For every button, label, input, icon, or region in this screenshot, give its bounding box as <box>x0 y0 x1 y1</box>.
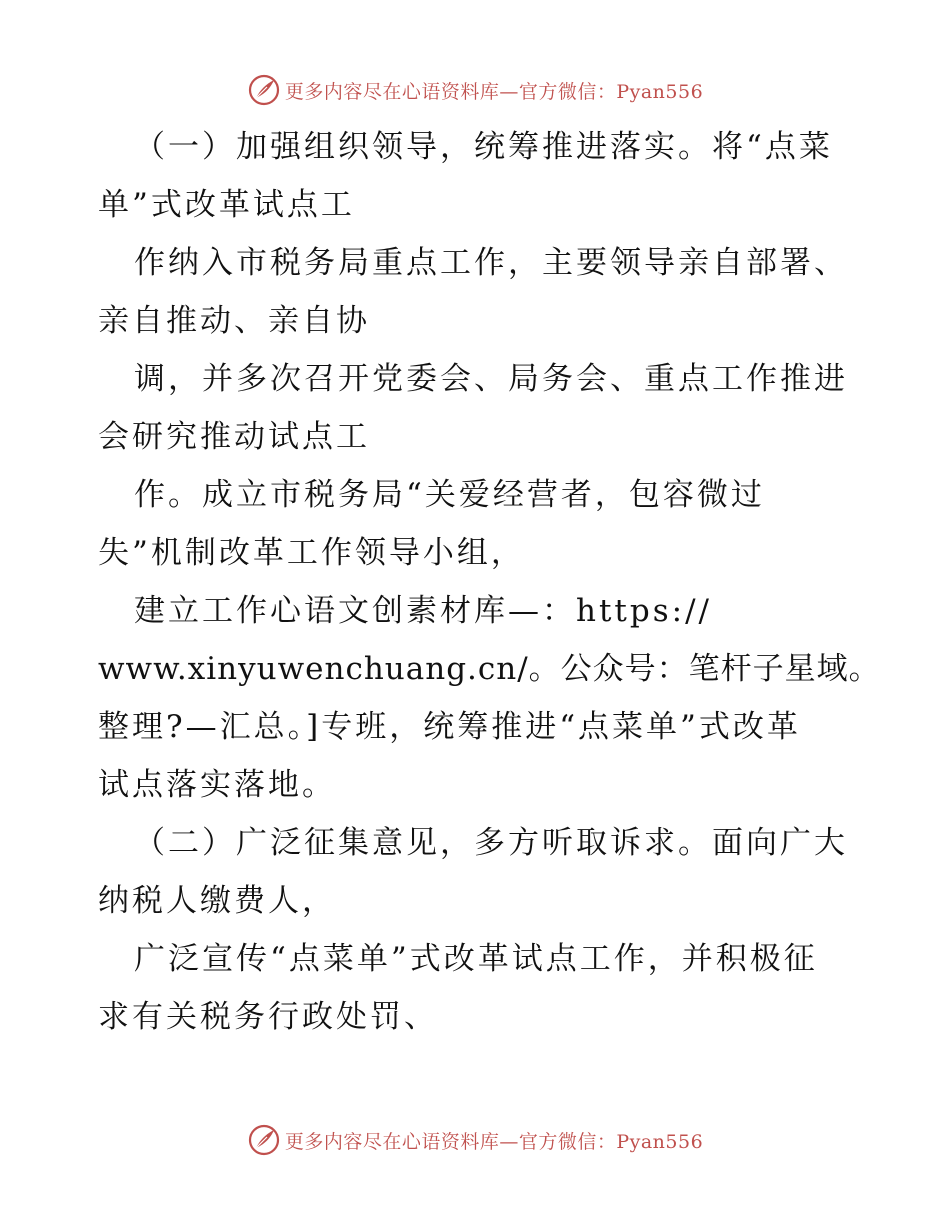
document-body <box>98 118 881 1046</box>
paragraph-line: （一）加强组织领导，统筹推进落实。将“点菜 <box>134 129 833 165</box>
paragraph-line: 失”机制改革工作领导小组， <box>98 535 525 571</box>
paragraph-line: 调，并多次召开党委会、局务会、重点工作推进 <box>134 361 848 397</box>
paragraph-line: （二）广泛征集意见，多方听取诉求。面向广大 <box>134 825 848 861</box>
feather-pen-circle-icon <box>247 73 281 107</box>
watermark-text: 更多内容尽在心语资料库—官方微信：Pyan556 <box>284 80 704 103</box>
paragraph-line: 求有关税务行政处罚、 <box>98 999 438 1035</box>
footer-watermark <box>0 1120 950 1160</box>
paragraph-line: 亲自推动、亲自协 <box>98 303 370 339</box>
paragraph-line: 会研究推动试点工 <box>98 419 370 455</box>
header-watermark <box>0 70 950 110</box>
paragraph-line: 纳税人缴费人， <box>98 883 336 919</box>
feather-pen-circle-icon <box>247 1123 281 1157</box>
paragraph-line: 作。成立市税务局“关爱经营者，包容微过 <box>134 477 765 513</box>
paragraph-line: 单”式改革试点工 <box>98 187 355 223</box>
paragraph-line: 试点落实落地。 <box>98 767 336 803</box>
url-line: www.xinyuwenchuang.cn/。公众号：笔杆子星域。 <box>98 651 881 687</box>
paragraph-line: 建立工作心语文创素材库—：https:// <box>134 593 712 629</box>
watermark-text: 更多内容尽在心语资料库—官方微信：Pyan556 <box>284 1130 704 1153</box>
paragraph-line: 整理?—汇总。]专班，统筹推进“点菜单”式改革 <box>98 709 801 745</box>
paragraph-line: 广泛宣传“点菜单”式改革试点工作，并积极征 <box>134 941 818 977</box>
paragraph-line: 作纳入市税务局重点工作，主要领导亲自部署、 <box>134 245 848 281</box>
